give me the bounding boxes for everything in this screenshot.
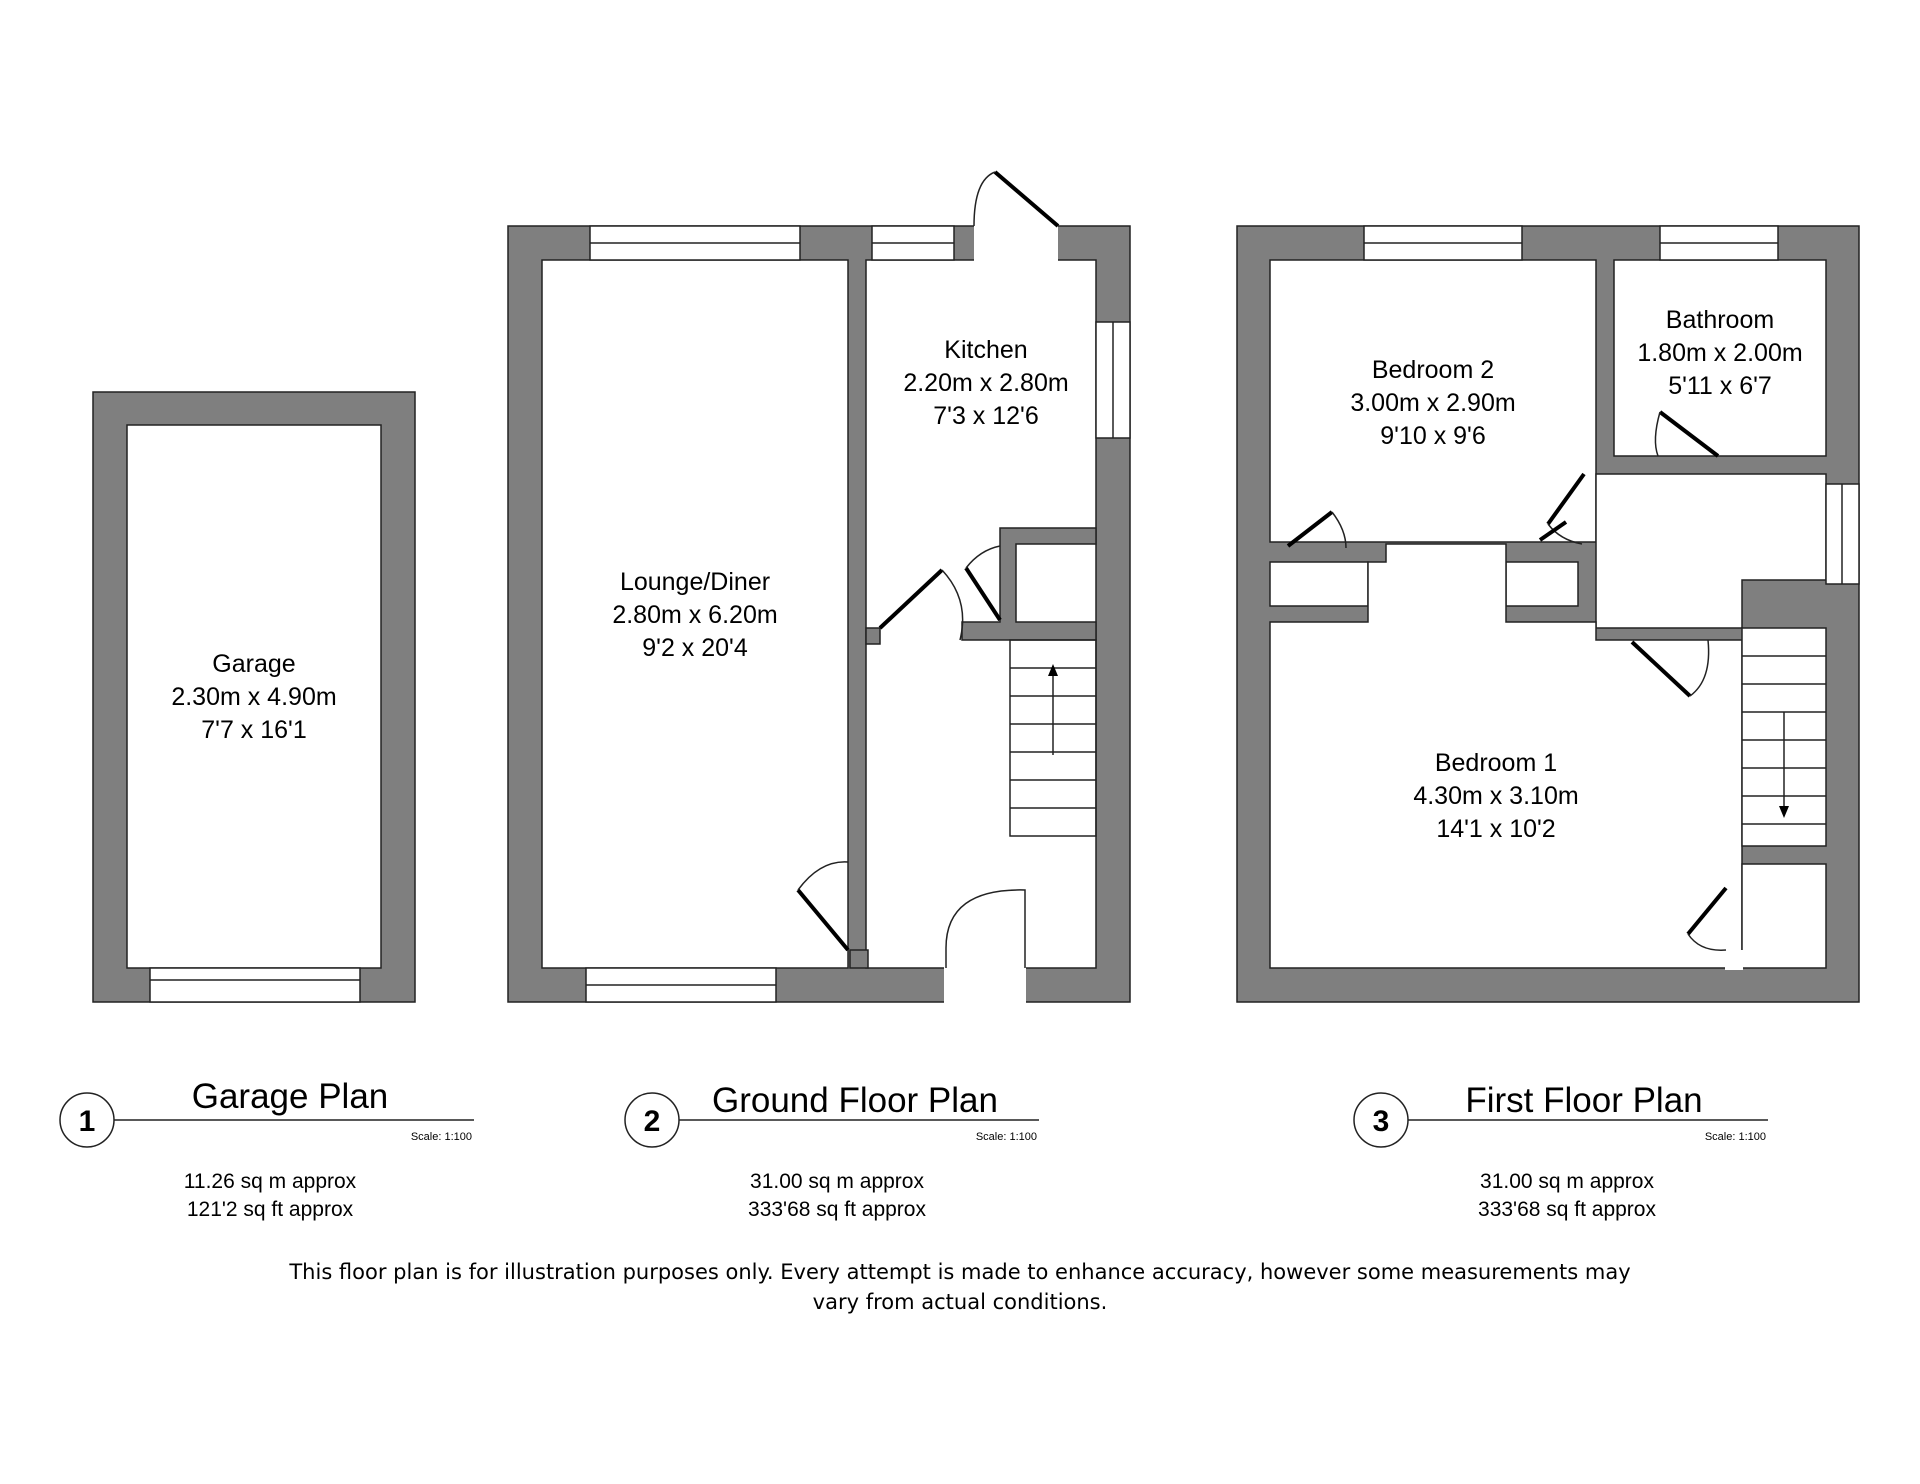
room-imperial: 5'11 x 6'7: [1668, 372, 1772, 400]
area-sq-ft: 333'68 sq ft approx: [1478, 1198, 1656, 1221]
plan-number-badge: 2: [643, 1105, 661, 1138]
kitchen-floor: [866, 260, 1096, 968]
room-name: Lounge/Diner: [619, 568, 771, 596]
room-name: Garage: [212, 650, 296, 678]
plan-title: Garage Plan: [191, 1077, 389, 1116]
plan-scale: Scale: 1:100: [975, 1131, 1037, 1143]
area-sq-ft: 121'2 sq ft approx: [186, 1198, 354, 1221]
room-imperial: 14'1 x 10'2: [1436, 815, 1556, 843]
room-name: Bedroom 2: [1371, 356, 1495, 384]
room-imperial: 7'3 x 12'6: [933, 402, 1039, 430]
room-metric: 2.80m x 6.20m: [612, 601, 778, 629]
area-sq-m: 31.00 sq m approx: [750, 1170, 924, 1193]
room-name: Kitchen: [944, 336, 1028, 364]
disclaimer-text: This floor plan is for illustration purposes only. Every attempt is made to enhance accuracy, however some measurements may vary from actual conditions.: [289, 1260, 1631, 1314]
area-sq-m: 11.26 sq m approx: [183, 1170, 357, 1193]
caption-garage: [60, 1077, 474, 1221]
first-stairs: [1742, 628, 1826, 846]
room-name: Bedroom 1: [1434, 749, 1558, 777]
garage-door: [150, 968, 360, 1002]
first-floor-plan: [1237, 226, 1859, 1002]
caption-ground-floor: [625, 1081, 1039, 1221]
plan-scale: Scale: 1:100: [1704, 1131, 1766, 1143]
plan-title: First Floor Plan: [1465, 1081, 1703, 1120]
room-metric: 2.20m x 2.80m: [903, 369, 1069, 397]
plan-scale: Scale: 1:100: [410, 1131, 472, 1143]
room-name: Bathroom: [1665, 306, 1775, 334]
ground-floor-plan: [508, 172, 1130, 1004]
caption-first-floor: [1354, 1081, 1768, 1221]
room-metric: 1.80m x 2.00m: [1637, 339, 1803, 367]
room-metric: 2.30m x 4.90m: [171, 683, 337, 711]
room-imperial: 9'2 x 20'4: [642, 634, 748, 662]
back-door: [995, 172, 1058, 226]
area-sq-ft: 333'68 sq ft approx: [748, 1198, 926, 1221]
room-metric: 4.30m x 3.10m: [1413, 782, 1579, 810]
room-imperial: 7'7 x 16'1: [201, 716, 307, 744]
plan-number-badge: 3: [1372, 1105, 1390, 1138]
plan-number-badge: 1: [78, 1105, 96, 1138]
room-metric: 3.00m x 2.90m: [1350, 389, 1516, 417]
plan-title: Ground Floor Plan: [712, 1081, 998, 1120]
room-imperial: 9'10 x 9'6: [1380, 422, 1486, 450]
area-sq-m: 31.00 sq m approx: [1480, 1170, 1654, 1193]
garage-plan: [93, 392, 415, 1002]
